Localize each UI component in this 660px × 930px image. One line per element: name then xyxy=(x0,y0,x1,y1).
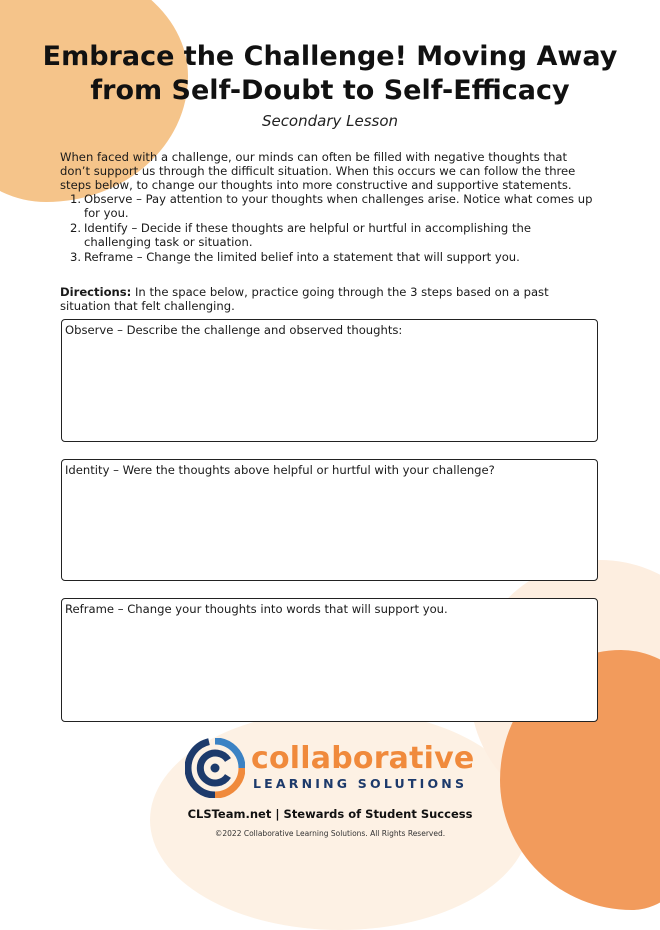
step-text: Observe – Pay attention to your thoughts when challenges arise. Notice what comes up for you. xyxy=(84,192,593,220)
list-item xyxy=(70,250,600,264)
reframe-response-box[interactable] xyxy=(61,598,598,722)
steps-list xyxy=(70,192,600,265)
logo-wordmark: collaborative xyxy=(251,741,475,776)
observe-prompt: Observe – Describe the challenge and observed thoughts: xyxy=(65,323,403,337)
logo-subtitle: LEARNING SOLUTIONS xyxy=(253,776,468,791)
directions-label: Directions: xyxy=(60,285,132,299)
step-number: 1. xyxy=(70,192,82,206)
page-title: Embrace the Challenge! Moving Away from Self-Doubt to Self-Efficacy xyxy=(42,41,618,106)
step-number: 3. xyxy=(70,250,82,264)
directions-text: In the space below, practice going through the 3 steps based on a past situation that felt challenging. xyxy=(60,285,549,313)
list-item xyxy=(70,221,600,249)
reframe-prompt: Reframe – Change your thoughts into words that will support you. xyxy=(65,602,448,616)
step-text: Identify – Decide if these thoughts are helpful or hurtful in accomplishing the challenging task or situation. xyxy=(84,221,531,249)
logo-c-icon xyxy=(185,738,245,798)
identify-prompt: Identity – Were the thoughts above helpful or hurtful with your challenge? xyxy=(65,463,495,477)
step-number: 2. xyxy=(70,221,82,235)
page-subtitle: Secondary Lesson xyxy=(261,112,399,130)
footer-tagline: CLSTeam.net | Stewards of Student Success xyxy=(187,807,473,821)
list-item xyxy=(70,192,600,220)
step-text: Reframe – Change the limited belief into a statement that will support you. xyxy=(84,250,520,264)
observe-response-box[interactable] xyxy=(61,319,598,442)
directions-paragraph xyxy=(60,285,600,313)
intro-paragraph: When faced with a challenge, our minds can often be filled with negative thoughts that don’t support us through the difficult situation. When this occurs we can follow the three steps below, to change our thoughts into more constructive and supportive statements. xyxy=(60,150,576,192)
company-logo xyxy=(185,738,485,798)
identify-response-box[interactable] xyxy=(61,459,598,581)
copyright-notice: ©2022 Collaborative Learning Solutions. All Rights Reserved. xyxy=(214,829,446,838)
